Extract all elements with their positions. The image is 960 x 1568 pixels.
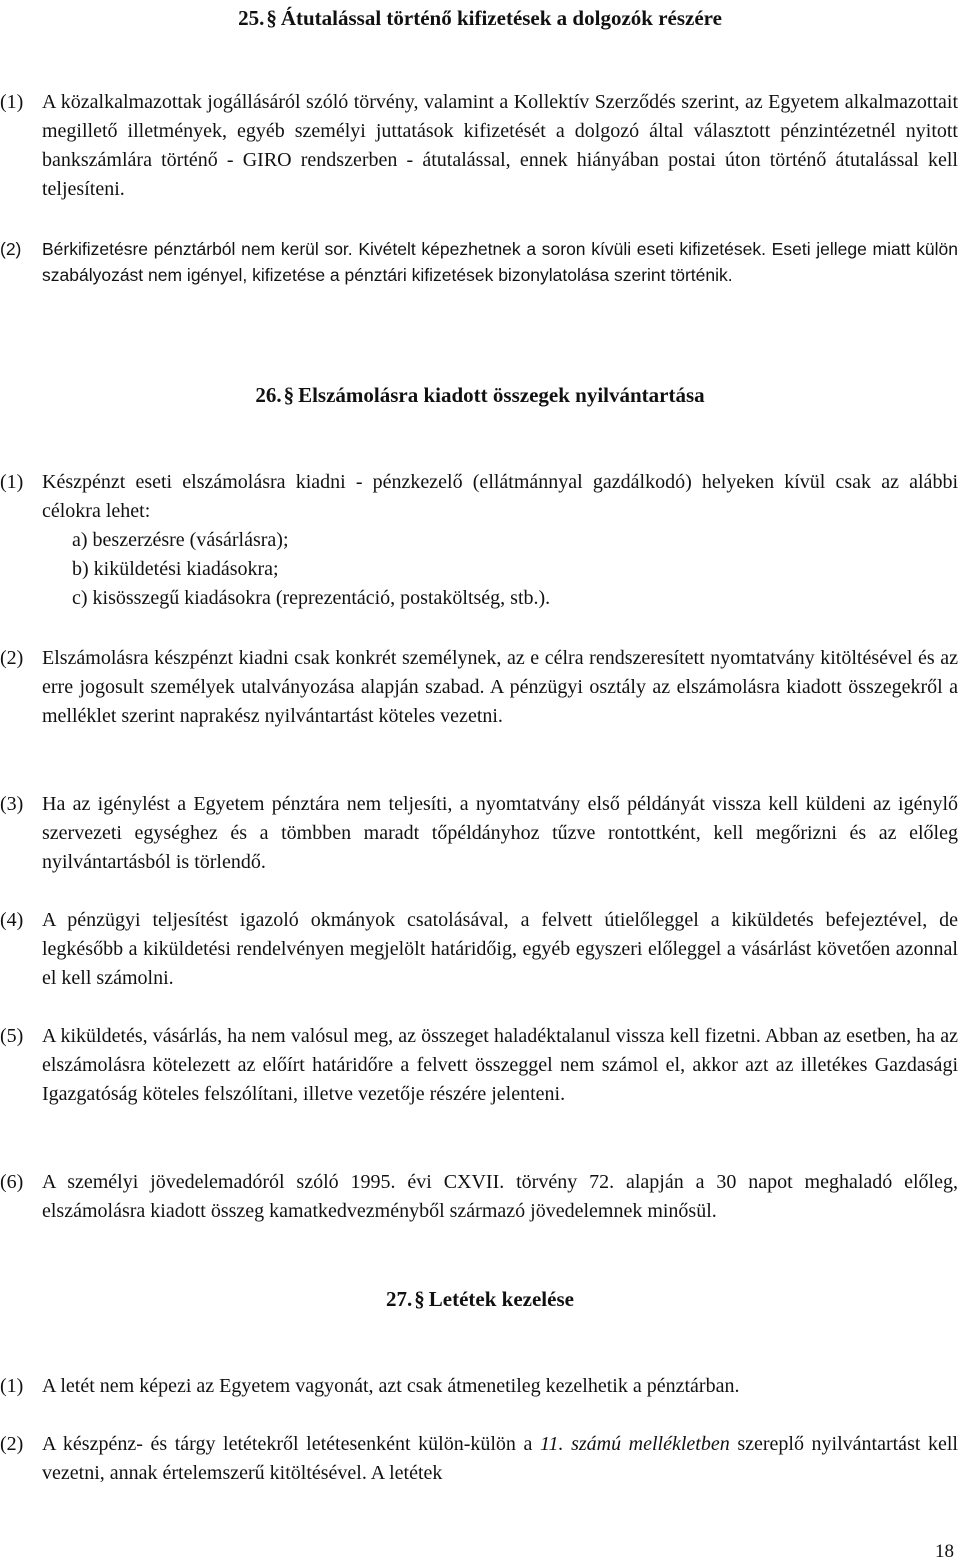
section-27-paragraph-2 (0, 1430, 960, 1488)
paragraph-text: A személyi jövedelemadóról szóló 1995. évi CXVII. törvény 72. alapján a 30 napot meghaladó előleg, elszámolásra kiadott összeg kamatkedvezményből származó jövedelemnek minősül. (42, 1171, 958, 1222)
paragraph-text: Bérkifizetésre pénztárból nem kerül sor. Kivételt képezhetnek a soron kívüli eseti kifizetések. Eseti jellege miatt külön szabályozást nem igényel, kifizetése a pénztári kifizetések bizonylatolása szerint történik. (42, 239, 958, 285)
paragraph-text: A közalkalmazottak jogállásáról szóló törvény, valamint a Kollektív Szerződés szerint, az Egyetem alkalmazottait megillető illetmények, egyéb személyi juttatások kifizetését a dolgozó által választott pénzintézetnél nyitott bankszámlára történő - GIRO rendszerben - átutalással, ennek hiányában postai úton történő átutalással kell teljesíteni. (42, 91, 958, 200)
section-title: Letétek kezelése (428, 1287, 574, 1311)
paragraph-text: Ha az igénylést a Egyetem pénztára nem teljesíti, a nyomtatvány első példányát vissza kell küldeni az igénylő szervezeti egységhez és a tömbben maradt tőpéldányhoz tűzve rontottként, kell megőrizni és az előleg nyilvántartásból is törlendő. (42, 793, 958, 873)
section-26-paragraph-4 (0, 906, 960, 993)
paragraph-number: (1) (0, 91, 24, 113)
section-title: Elszámolásra kiadott összegek nyilvántartása (298, 383, 705, 407)
section-symbol: § (266, 6, 277, 30)
paragraph-number: (6) (0, 1171, 24, 1193)
section-26-paragraph-1 (0, 468, 960, 613)
section-number: 27. (386, 1287, 413, 1311)
paragraph-number: (2) (0, 1433, 24, 1455)
section-25-heading (0, 3, 960, 33)
paragraph-number: (5) (0, 1025, 24, 1047)
paragraph-number: (2) (0, 239, 22, 259)
section-25-paragraph-1 (0, 88, 960, 204)
section-symbol: § (283, 383, 295, 407)
section-26-paragraph-3 (0, 790, 960, 877)
list-item: b) kiküldetési kiadásokra; (72, 558, 279, 580)
paragraph-text: Elszámolásra készpénzt kiadni csak konkrét személynek, az e célra rendszeresített nyomtatvány kitöltésével és az erre jogosult személyek utalványozása alapján szabad. A pénzügyi osztály az elszámolásra kiadott összegekről a melléklet szerint naprakész nyilvántartást köteles vezetni. (42, 647, 958, 727)
section-26-paragraph-6 (0, 1168, 960, 1226)
section-25-paragraph-2 (0, 236, 960, 288)
annex-reference: 11. számú mellékletben (539, 1433, 730, 1455)
paragraph-text-end: szereplő nyilvántartást kell vezetni, annak értelemszerű kitöltésével. A letétek (42, 1433, 958, 1484)
section-symbol: § (414, 1287, 425, 1311)
paragraph-number: (1) (0, 471, 24, 493)
section-27-paragraph-1 (0, 1372, 960, 1401)
paragraph-text: A kiküldetés, vásárlás, ha nem valósul meg, az összeget haladéktalanul vissza kell fizetni. Abban az esetben, ha az elszámolásra kötelezett az előírt határidőre a felvett összeggel nem számol el, akkor azt az illetékes Gazdasági Igazgatóság köteles felszólítani, illetve vezetője részére jelenteni. (42, 1025, 958, 1105)
paragraph-number: (1) (0, 1375, 24, 1397)
paragraph-text-start: A készpénz- és tárgy letétekről letétesenként külön-külön a (42, 1433, 540, 1455)
paragraph-number: (3) (0, 793, 24, 815)
page-number: 18 (935, 1541, 954, 1562)
list-item: a) beszerzésre (vásárlásra); (72, 529, 289, 551)
paragraph-number: (2) (0, 647, 24, 669)
section-26-heading (0, 380, 960, 410)
paragraph-number: (4) (0, 909, 24, 931)
section-number: 26. (255, 383, 282, 407)
section-26-paragraph-5 (0, 1022, 960, 1109)
paragraph-text: A letét nem képezi az Egyetem vagyonát, azt csak átmenetileg kezelhetik a pénztárban. (42, 1375, 740, 1397)
paragraph-text: Készpénzt eseti elszámolásra kiadni - pénzkezelő (ellátmánnyal gazdálkodó) helyeken kívül csak az alábbi célokra lehet: (42, 471, 958, 522)
section-26-paragraph-2 (0, 644, 960, 731)
section-number: 25. (238, 6, 265, 30)
section-27-heading (0, 1284, 960, 1314)
section-title: Átutalással történő kifizetések a dolgozók részére (280, 6, 722, 30)
paragraph-text: A pénzügyi teljesítést igazoló okmányok csatolásával, a felvett útielőleggel a kiküldetés befejeztével, de legkésőbb a kiküldetési rendelvényen megjelölt határidőig, egyéb egyszeri előleggel a vásárlást követően azonnal el kell számolni. (42, 909, 958, 989)
list-item: c) kisösszegű kiadásokra (reprezentáció, postaköltség, stb.). (72, 587, 551, 609)
